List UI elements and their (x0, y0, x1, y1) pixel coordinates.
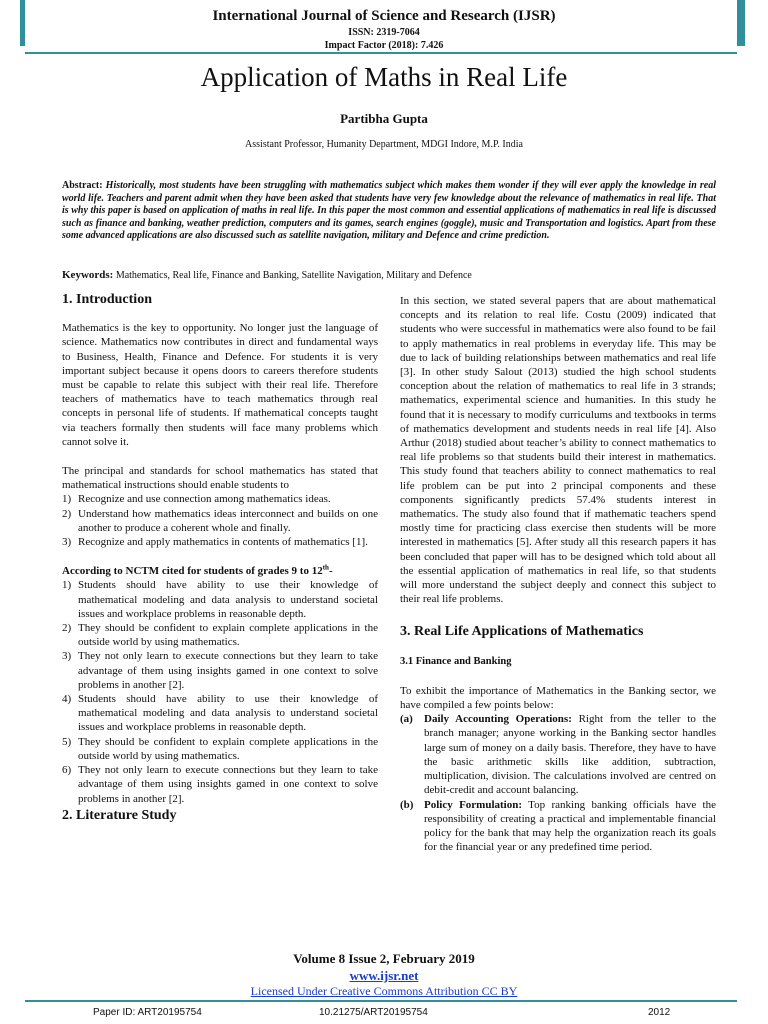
finance-intro: To exhibit the importance of Mathematics in the Banking sector, we have compiled a few points below: (400, 684, 716, 712)
list-item: 2) They should be confident to explain complete applications in the outside world by using mathematics. (62, 622, 378, 649)
footer-divider (25, 1000, 737, 1002)
nctm-heading: According to NCTM cited for students of grades 9 to 12th- (62, 563, 333, 578)
nctm-list (62, 578, 378, 805)
intro-paragraph-2: The principal and standards for school mathematics has stated that mathematical instructions should enable students to (62, 465, 378, 492)
abstract (62, 180, 716, 243)
intro-paragraph-1: Mathematics is the key to opportunity. No longer just the language of science. Mathematics now contributes in direct and fundamental ways to Business, Health, Finance and Defence. For students it is very important subject because it opens doors to careers therefore students must be capable to relate this subject with their real life. Therefore teachers of mathematics have to teach mathematics through real concepts in personal life of students. If mathematical concepts taught via teachers formally then students will face many problems which cannot solve it. (62, 322, 378, 448)
list-item: 2) Understand how mathematics ideas interconnect and builds on one another to produce a coherent whole and finally. (62, 507, 378, 534)
section-heading-introduction: 1. Introduction (62, 292, 152, 307)
list-item: 4) Students should have ability to use their knowledge of mathematical modeling and data analysis to understand societal issues and workplace problems in reasonable depth. (62, 693, 378, 734)
keywords-text: Mathematics, Real life, Finance and Banking, Satellite Navigation, Military and Defence (113, 270, 472, 281)
right-column (400, 294, 716, 854)
keywords (62, 269, 716, 281)
journal-website-link[interactable]: www.ijsr.net (349, 968, 419, 983)
literature-paragraph: In this section, we stated several papers that are about mathematical concepts and its relation to real life. Costu (2009) indicated that students who were successful in mathematics were also found to be fail to apply mathematics in real problems in everyday life. This may be due to lack of building relationships between mathematics and real life [3]. In other study Salout (2013) studied the high school students conception about the relation of mathematics to real life in 3 strands; mathematics, experimental science and humanities. In this study he found that it is necessary to modify curriculums and textbooks in terms of mathematics development and students needs in real life [4]. Also Arthur (2018) studied about teacher’s ability to connect mathematics to real life problems so that students build their interest in mathematics. This study found that teachers ability to connect mathematics to real life problem can be put into 2 principal components and these components significantly predicts 57.4% students interest in mathematics. The study also found that if mathematic teachers spend mostly time for practicing class exercise then students will be more interested in mathematics [5]. After study all this research papers it has been concluded that paper will has to be designed which told about all the essential application of mathematics in real life, so that students will more understand the subject deeply and connect this subject to their real life problems. (400, 295, 716, 606)
issn: ISSN: 2319-7064 (348, 27, 420, 38)
journal-name: International Journal of Science and Research (IJSR) (212, 8, 556, 24)
instruction-list (62, 492, 378, 549)
abstract-label: Abstract: (62, 180, 103, 191)
author-affiliation: Assistant Professor, Humanity Department, MDGI Indore, M.P. India (245, 139, 523, 150)
paper-id: Paper ID: ART20195754 (93, 1007, 202, 1018)
page-number: 2012 (648, 1007, 671, 1018)
left-column (62, 293, 378, 823)
issue-volume: Volume 8 Issue 2, February 2019 (293, 951, 475, 966)
list-item: (b) Policy Formulation: Top ranking banking officials have the responsibility of creating a practical and implementable financial policy for the bank that may help the organization reach its goals for the financial year or any predefined time period. (400, 798, 716, 854)
list-item: 1) Students should have ability to use their knowledge of mathematical modeling and data analysis to understand societal issues and workplace problems in reasonable depth. (62, 579, 378, 620)
section-heading-literature: 2. Literature Study (62, 807, 177, 823)
header-divider (25, 52, 737, 54)
list-item: 3) Recognize and apply mathematics in contents of mathematics [1]. (62, 536, 368, 549)
list-item: 3) They not only learn to execute connections but they learn to take advantage of them using insights gamed in one context to solve problems in another [2]. (62, 650, 378, 691)
list-item: (a) Daily Accounting Operations: Right from the teller to the branch manager; anyone working in the Banking sector handles large sum of money on a daily basis. Therefore, they have to have the basic arithmetic skills like addition, subtraction, multiplication, division. The calculations involved are centred on debit-credit and account balancing. (400, 713, 716, 797)
paper-title: Application of Maths in Real Life (200, 62, 568, 92)
abstract-text: Historically, most students have been struggling with mathematics subject which makes them wonder if they will ever apply the knowledge in real world life. Teachers and parent admit when they have been asked that students have very few knowledge about the relevance of mathematics in real life. That is why this paper is based on application of maths in real life. In this paper the most common and essential applications of mathematics in real life is discussed such as finance and banking, weather prediction, computers and its games, search engines (goggle), music and Transportation and logistics. Apart from these some advanced applications are also discussed such as satellite navigation, military and Defence and crime prediction. (62, 180, 716, 242)
keywords-label: Keywords: (62, 269, 114, 281)
list-item: 1) Recognize and use connection among mathematics ideas. (62, 493, 331, 506)
license-link[interactable]: Licensed Under Creative Commons Attribution CC BY (250, 984, 518, 998)
impact-factor: Impact Factor (2018): 7.426 (324, 40, 444, 51)
section-heading-applications: 3. Real Life Applications of Mathematics (400, 624, 644, 640)
list-item: 6) They not only learn to execute connections but they learn to take advantage of them using insights gamed in one context to solve problems in another [2]. (62, 764, 378, 805)
doi: 10.21275/ART20195754 (319, 1007, 428, 1018)
list-item: 5) They should be confident to explain complete applications in the outside world by using mathematics. (62, 735, 378, 762)
banking-points (400, 712, 716, 854)
author-name: Partibha Gupta (340, 111, 428, 126)
subsection-heading-finance: 3.1 Finance and Banking (400, 655, 512, 667)
